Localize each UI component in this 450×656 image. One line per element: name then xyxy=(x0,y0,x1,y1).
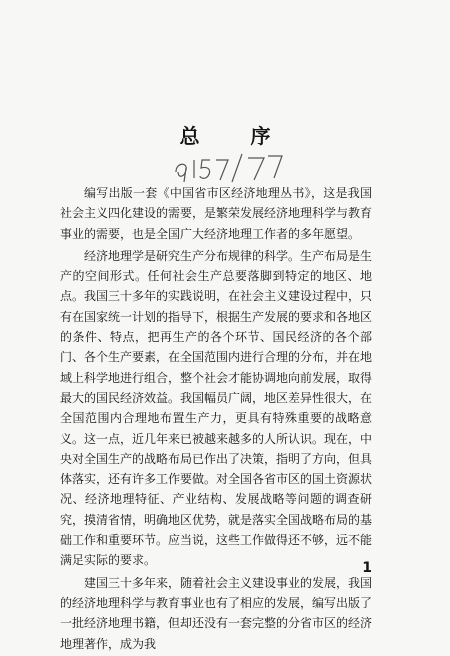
body-text xyxy=(60,183,372,656)
paragraph: 建国三十多年来，随着社会主义建设事业的发展，我国的经济地理科学与教育事业也有了相应的发展，编写出版了一批经济地理书籍，但却还没有一套完整的分省市区的经济地理著作，成为我 xyxy=(60,575,373,651)
page-number: 1 xyxy=(362,560,372,576)
paragraph: 经济地理学是研究生产分布规律的科学。生产布局是生产的空间形式。任何社会生产总要落脚到特定的地区、地点。我国三十多年的实践说明，在社会主义建设过程中，只有在国家统一计划的指导下，根据生产发展的要求和各地区的条件、特点，把再生产的各个环节、国民经济的各个部门、各个生产要素，在全国范围内进行合理的分布，并在地域上科学地进行组合，整个社会才能协调地向前发展，取得最大的国民经济效益。我国幅员广阔，地区差异性很大，在全国范围内合理地布置生产力，更具有特殊重要的战略意义。这一点，近几年来已被越来越多的人所认识。现在，中央对全国生产的战略布局已作出了决策，指明了方向，但具体落实，还有许多工作要做。对全国各省市区的国土资源状况、经济地理特征、产业结构、发展战略等问题的调查研究，摸清省情，明确地区优势，就是落实全国战略布局的基础工作和重要环节。应当说，这些工作做得还不够，远不能满足实际的要求。 xyxy=(60,248,373,568)
page-title: 总 序 xyxy=(179,124,293,148)
paragraph: 编写出版一套《中国省市区经济地理丛书》，这是我国社会主义四化建设的需要，是繁荣发展经济地理科学与教育事业的需要，也是全国广大经济地理工作者的多年愿望。 xyxy=(60,186,373,241)
handwritten-annotation xyxy=(170,150,290,184)
